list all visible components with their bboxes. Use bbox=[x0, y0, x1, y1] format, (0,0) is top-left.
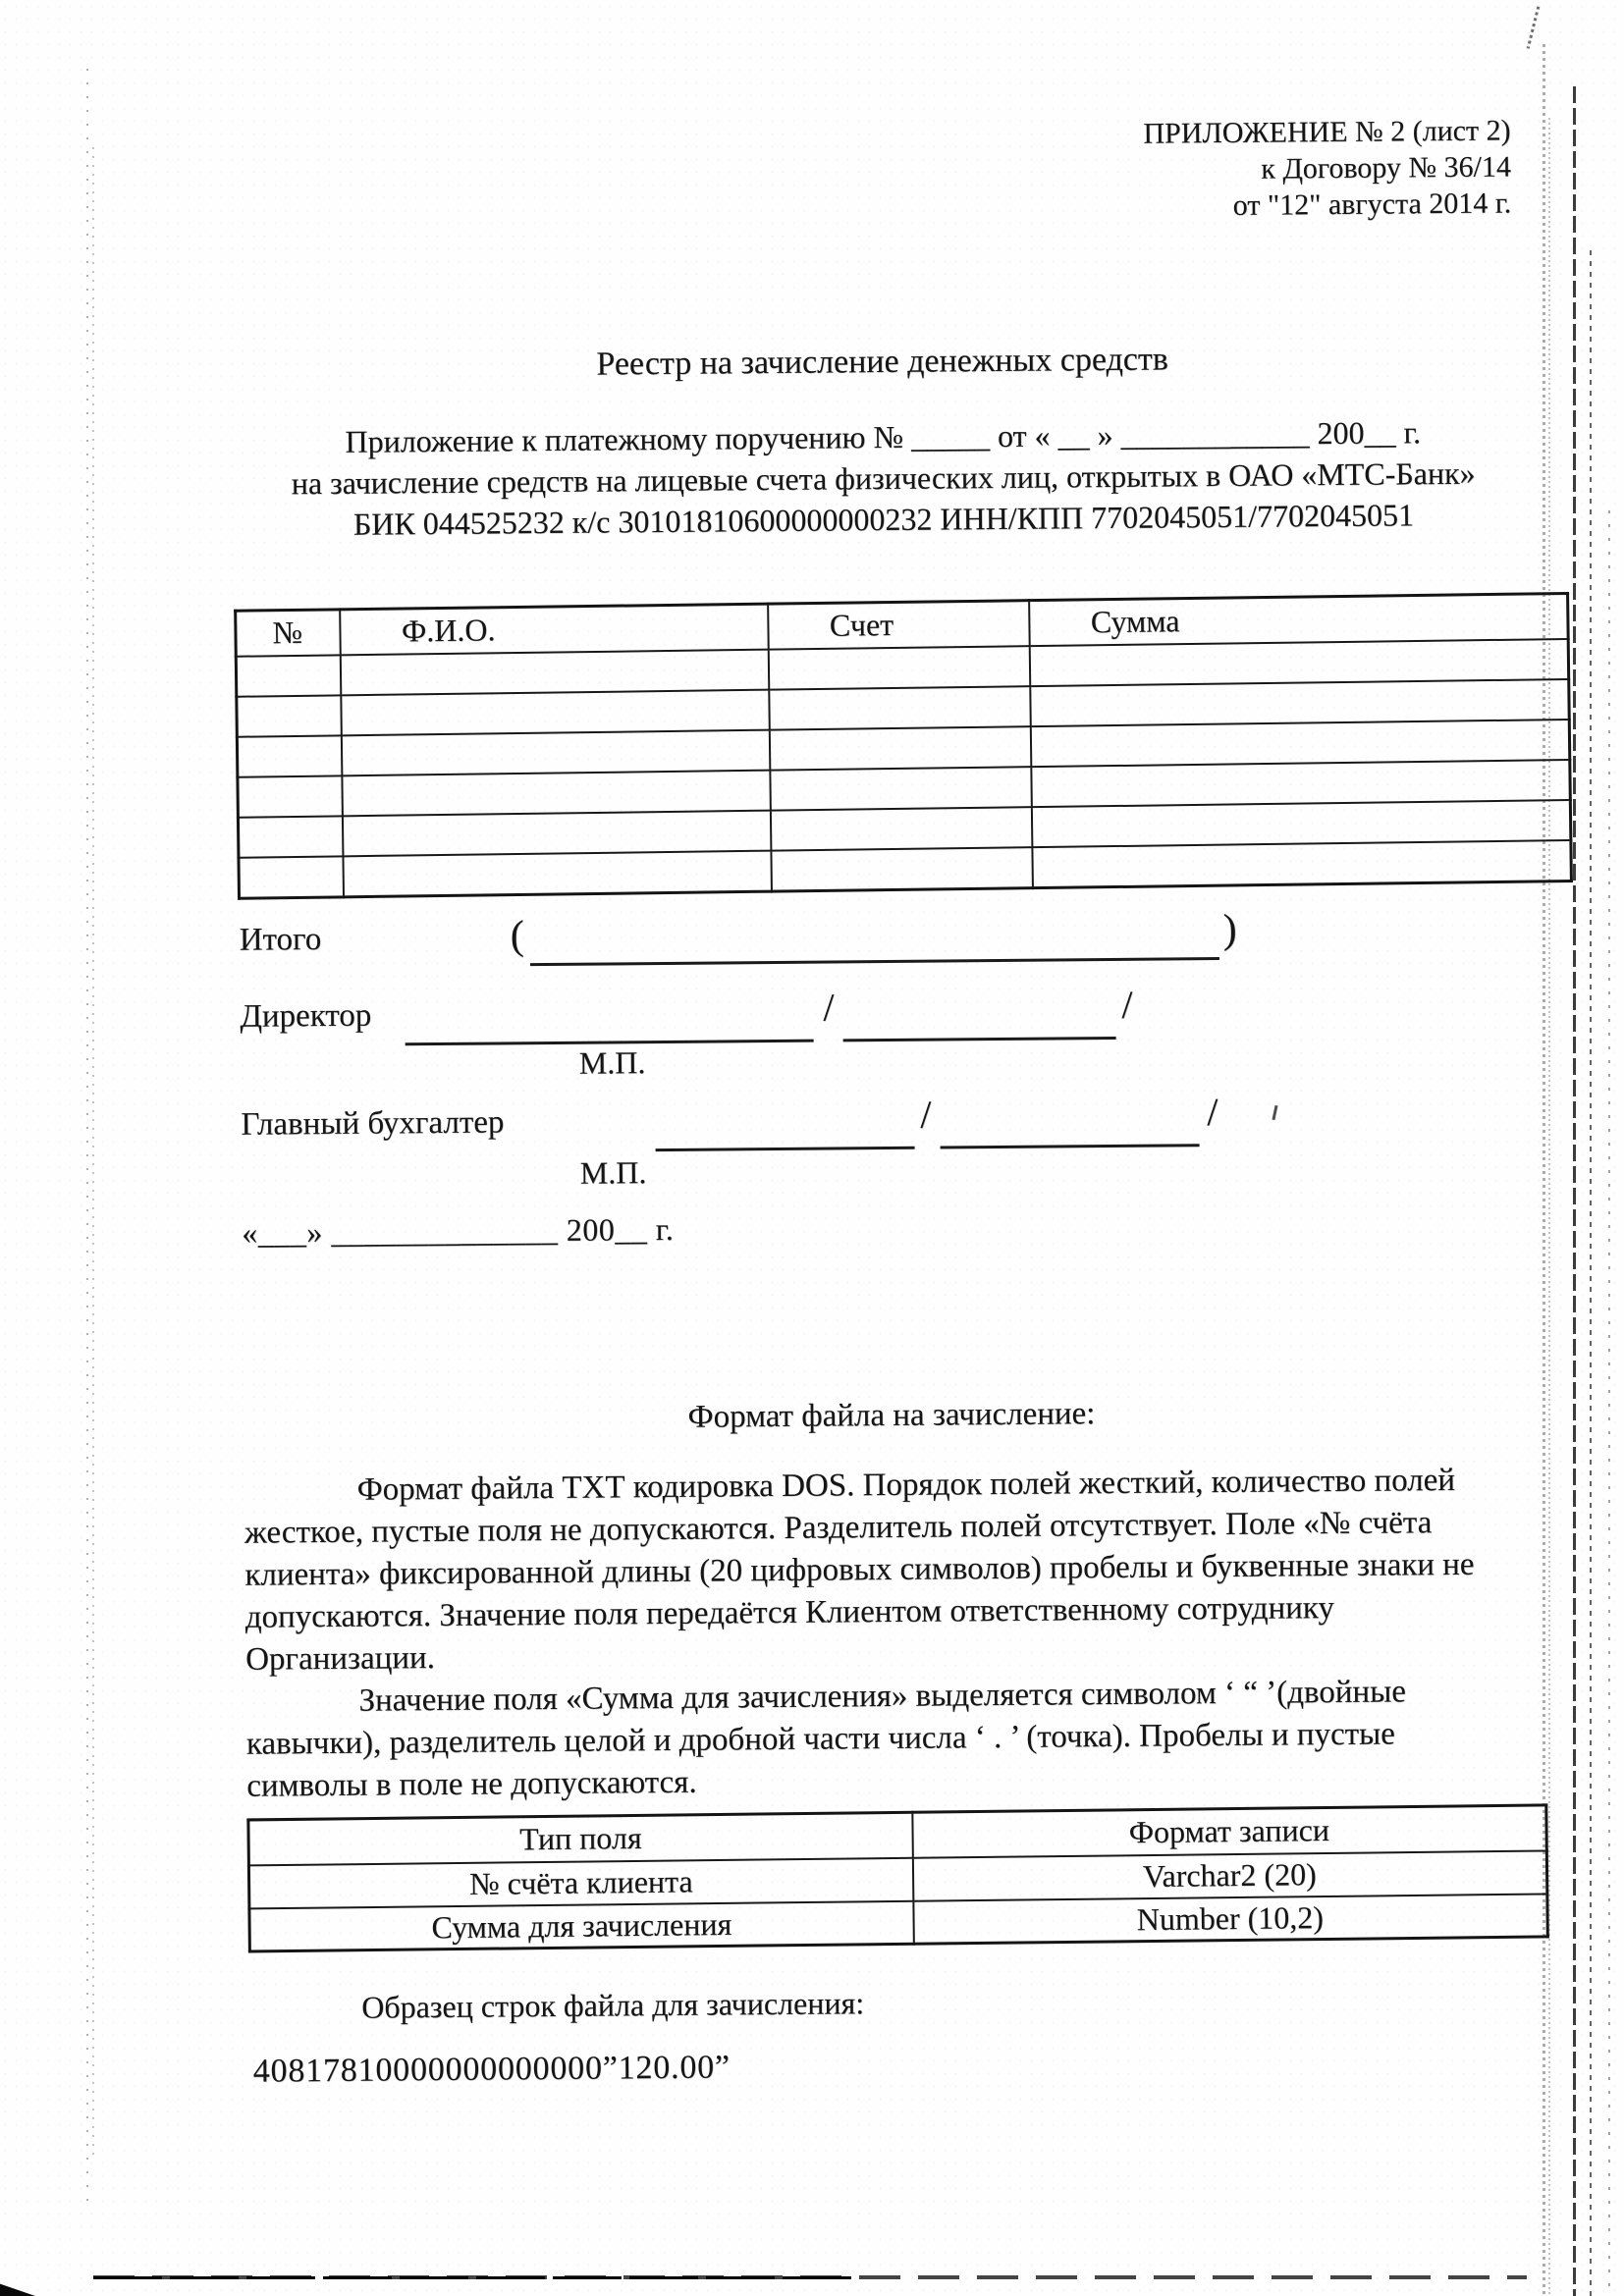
paragraph-line: клиента» фиксированной длины (20 цифровых символов) пробелы и буквенные знаки не bbox=[244, 1546, 1475, 1593]
register-empty-cell bbox=[768, 646, 1030, 689]
register-empty-cell bbox=[237, 695, 342, 736]
register-empty-cell bbox=[342, 770, 770, 816]
register-empty-cell bbox=[341, 689, 769, 735]
appendix-line-2: к Договору № 36/14 bbox=[1261, 150, 1512, 186]
stamp-label: М.П. bbox=[579, 1154, 647, 1191]
register-empty-cell bbox=[238, 775, 343, 817]
format-cell: № счёта клиента bbox=[248, 1857, 912, 1908]
open-paren: ( bbox=[510, 913, 524, 959]
appendix-line-3: от "12" августа 2014 г. bbox=[1232, 187, 1512, 222]
appendix-line-1: ПРИЛОЖЕНИЕ № 2 (лист 2) bbox=[1143, 114, 1511, 150]
date-blank-line: «___» ______________ 200__ г. bbox=[242, 1210, 675, 1251]
register-col-name: Ф.И.О. bbox=[340, 604, 769, 655]
sample-file-line: 40817810000000000000”120.00” bbox=[252, 2049, 731, 2090]
format-col-record-format: Формат записи bbox=[912, 1805, 1546, 1857]
register-empty-cell bbox=[1030, 678, 1569, 725]
register-empty-cell bbox=[1031, 799, 1570, 846]
format-section-heading: Формат файла на зачисление: bbox=[687, 1396, 1096, 1435]
scan-edge-line bbox=[1590, 250, 1592, 2296]
format-paragraph-1 bbox=[244, 1459, 1542, 1682]
register-empty-cell bbox=[1032, 839, 1571, 887]
register-empty-cell bbox=[1031, 759, 1570, 806]
register-table-body bbox=[236, 638, 1571, 897]
format-cell: Varchar2 (20) bbox=[912, 1850, 1546, 1900]
register-empty-cell bbox=[770, 767, 1032, 810]
register-col-account: Счет bbox=[768, 601, 1030, 649]
register-empty-cell bbox=[239, 856, 344, 898]
appendix-header-block bbox=[1143, 112, 1511, 224]
format-cell: Сумма для зачисления bbox=[249, 1900, 913, 1951]
format-col-field-type: Тип поля bbox=[248, 1812, 912, 1865]
paragraph-line: кавычки), разделитель целой и дробной части числа ‘ . ’ (точка). Пробелы и пустые bbox=[245, 1716, 1396, 1762]
scan-edge-line bbox=[1608, 510, 1610, 2296]
scan-noise-left bbox=[86, 69, 88, 2209]
director-name-blank bbox=[842, 995, 1115, 1041]
register-empty-cell bbox=[1029, 638, 1568, 685]
register-col-amount: Сумма bbox=[1029, 593, 1569, 645]
format-cell: Number (10,2) bbox=[913, 1894, 1547, 1944]
chief-name-blank bbox=[940, 1102, 1199, 1148]
paragraph-line: жесткое, пустые поля не допускаются. Разделитель полей отсутствует. Поле «№ счёта bbox=[244, 1505, 1433, 1551]
register-empty-cell bbox=[238, 816, 343, 857]
totals-row bbox=[239, 906, 1536, 974]
slash-separator: / bbox=[1121, 982, 1133, 1027]
paragraph-line: символы в поле не допускаются. bbox=[246, 1764, 697, 1804]
register-empty-cell bbox=[340, 649, 768, 695]
document-title: Реестр на зачисление денежных средств bbox=[596, 341, 1169, 383]
totals-label: Итого bbox=[239, 922, 322, 958]
director-label: Директор bbox=[240, 997, 372, 1035]
scan-noise-right bbox=[1548, 118, 1550, 2296]
document-content bbox=[231, 0, 1546, 2296]
scan-edge-line bbox=[1573, 86, 1576, 2296]
slash-separator: / bbox=[823, 985, 835, 1030]
director-signature-blank bbox=[405, 998, 813, 1046]
register-empty-cell bbox=[769, 686, 1031, 729]
slash-separator: / bbox=[920, 1092, 932, 1137]
format-paragraph-2 bbox=[245, 1670, 1543, 1808]
register-empty-cell bbox=[771, 847, 1033, 891]
chief-accountant-label: Главный бухгалтер bbox=[241, 1104, 505, 1143]
intro-block bbox=[235, 410, 1532, 546]
scan-corner-mark bbox=[1527, 6, 1541, 48]
close-paren: ) bbox=[1222, 906, 1237, 953]
register-col-number: № bbox=[236, 610, 341, 656]
register-table bbox=[234, 592, 1573, 899]
chief-accountant-signature-row bbox=[241, 1090, 1537, 1158]
scan-noise-left bbox=[92, 147, 94, 2160]
chief-signature-blank bbox=[655, 1105, 914, 1151]
paragraph-line: Организации. bbox=[244, 1640, 436, 1678]
register-empty-cell bbox=[769, 726, 1031, 770]
paragraph-line: допускаются. Значение поля передаётся Клиентом ответственному сотруднику bbox=[244, 1590, 1335, 1635]
director-signature-row bbox=[240, 982, 1536, 1050]
paragraph-line: Значение поля «Сумма для зачисления» выделяется символом ‘ “ ’(двойные bbox=[358, 1674, 1407, 1719]
slash-separator: / bbox=[1207, 1090, 1218, 1135]
totals-blank-field bbox=[530, 916, 1219, 966]
register-empty-cell bbox=[341, 729, 769, 775]
sample-heading: Образец строк файла для зачисления: bbox=[361, 1985, 865, 2025]
register-empty-cell bbox=[342, 810, 770, 856]
scan-corner-mark bbox=[0, 2277, 35, 2296]
intro-line-1: Приложение к платежному поручению № _____ от « __ » ____________ 200__ г. bbox=[345, 414, 1422, 459]
stamp-label: М.П. bbox=[578, 1044, 646, 1081]
format-table bbox=[246, 1803, 1548, 1952]
register-empty-cell bbox=[236, 655, 341, 696]
register-empty-cell bbox=[237, 735, 342, 776]
intro-line-2: на зачисление средств на лицевые счета физических лиц, открытых в ОАО «МТС-Банк» bbox=[291, 454, 1476, 502]
register-empty-cell bbox=[343, 850, 772, 896]
paragraph-line: Формат файла ТХТ кодировка DOS. Порядок полей жесткий, количество полей bbox=[356, 1462, 1456, 1508]
intro-line-3: БИК 044525232 к/с 30101810600000000232 ИНН/КПП 7702045051/7702045051 bbox=[352, 497, 1415, 542]
scan-noise-right bbox=[1543, 44, 1545, 2296]
register-empty-cell bbox=[770, 807, 1032, 850]
scan-bottom-line bbox=[93, 2276, 859, 2279]
register-empty-cell bbox=[1030, 719, 1569, 766]
